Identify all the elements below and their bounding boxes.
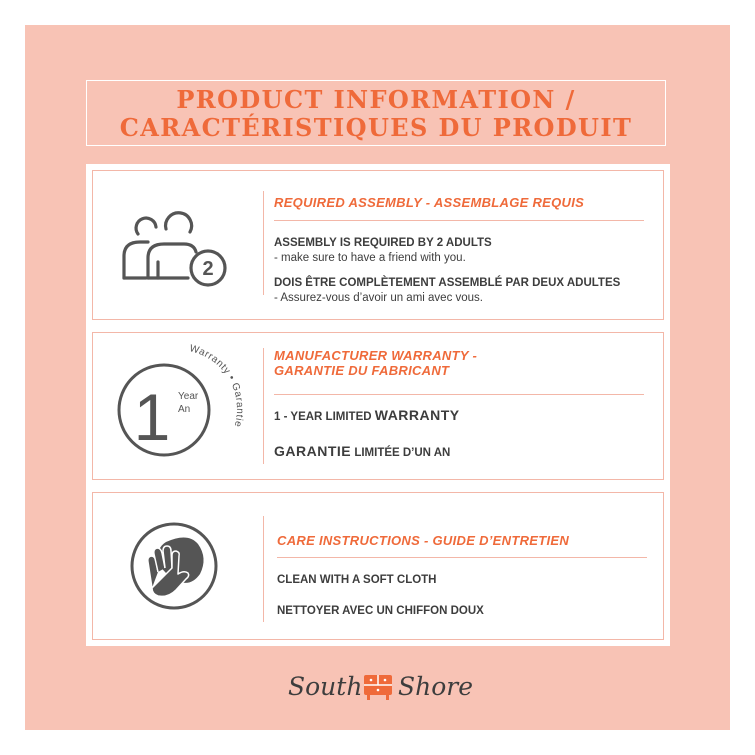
warranty-text-fr-emph: GARANTIE	[274, 443, 352, 459]
section-care	[86, 486, 670, 646]
warranty-text-en-prefix: 1 - YEAR LIMITED	[274, 411, 375, 423]
warranty-text-en-emph: WARRANTY	[374, 407, 460, 423]
assembly-text-en: ASSEMBLY IS REQUIRED BY 2 ADULTS	[274, 237, 492, 249]
brand-word-shore: Shore	[398, 672, 474, 701]
page-title-line-2: CARACTÉRISTIQUES DU PRODUIT	[119, 113, 633, 142]
heading-underline	[277, 557, 647, 558]
assembly-subtext-en: - make sure to have a friend with you.	[274, 252, 466, 264]
care-text-fr: NETTOYER AVEC UN CHIFFON DOUX	[277, 605, 484, 617]
assembly-text-fr: DOIS ÊTRE COMPLÈTEMENT ASSEMBLÉ PAR DEUX ADULTES	[274, 277, 621, 289]
warranty-text-fr	[274, 444, 450, 460]
warranty-arc-text: Warranty • Garantie	[188, 343, 246, 429]
section-divider	[263, 516, 264, 622]
badge-number: 2	[202, 258, 214, 280]
heading-underline	[274, 394, 644, 395]
assembly-subtext-fr: - Assurez-vous d’avoir un ami avec vous.	[274, 292, 484, 304]
section-divider	[263, 191, 264, 295]
brand-word-south: South	[288, 672, 363, 701]
dresser-icon	[362, 673, 394, 701]
warranty-text-fr-suffix: LIMITÉE D’UN AN	[351, 447, 451, 459]
assembly-heading: REQUIRED ASSEMBLY - ASSEMBLAGE REQUIS	[274, 195, 585, 210]
one-year-warranty-icon	[106, 340, 246, 480]
brand-logo	[0, 670, 755, 706]
section-warranty	[86, 326, 670, 486]
warranty-heading-line-2: GARANTIE DU FABRICANT	[274, 363, 450, 378]
warranty-an-label: An	[178, 404, 191, 415]
heading-underline	[274, 220, 644, 221]
section-assembly	[86, 164, 670, 326]
title-box	[86, 80, 666, 146]
two-people-icon	[116, 194, 236, 294]
section-divider	[263, 348, 264, 464]
warranty-heading-line-1: MANUFACTURER WARRANTY -	[274, 348, 478, 363]
hand-cloth-icon	[128, 518, 224, 614]
page-title-line-1: PRODUCT INFORMATION /	[176, 85, 576, 114]
care-text-en: CLEAN WITH A SOFT CLOTH	[277, 574, 437, 586]
warranty-numeral: 1	[133, 380, 171, 454]
svg-text:Warranty • Garantie	[188, 343, 245, 428]
warranty-year-label: Year	[178, 391, 199, 402]
care-heading: CARE INSTRUCTIONS - GUIDE D’ENTRETIEN	[277, 533, 570, 548]
warranty-text-en	[274, 408, 460, 424]
